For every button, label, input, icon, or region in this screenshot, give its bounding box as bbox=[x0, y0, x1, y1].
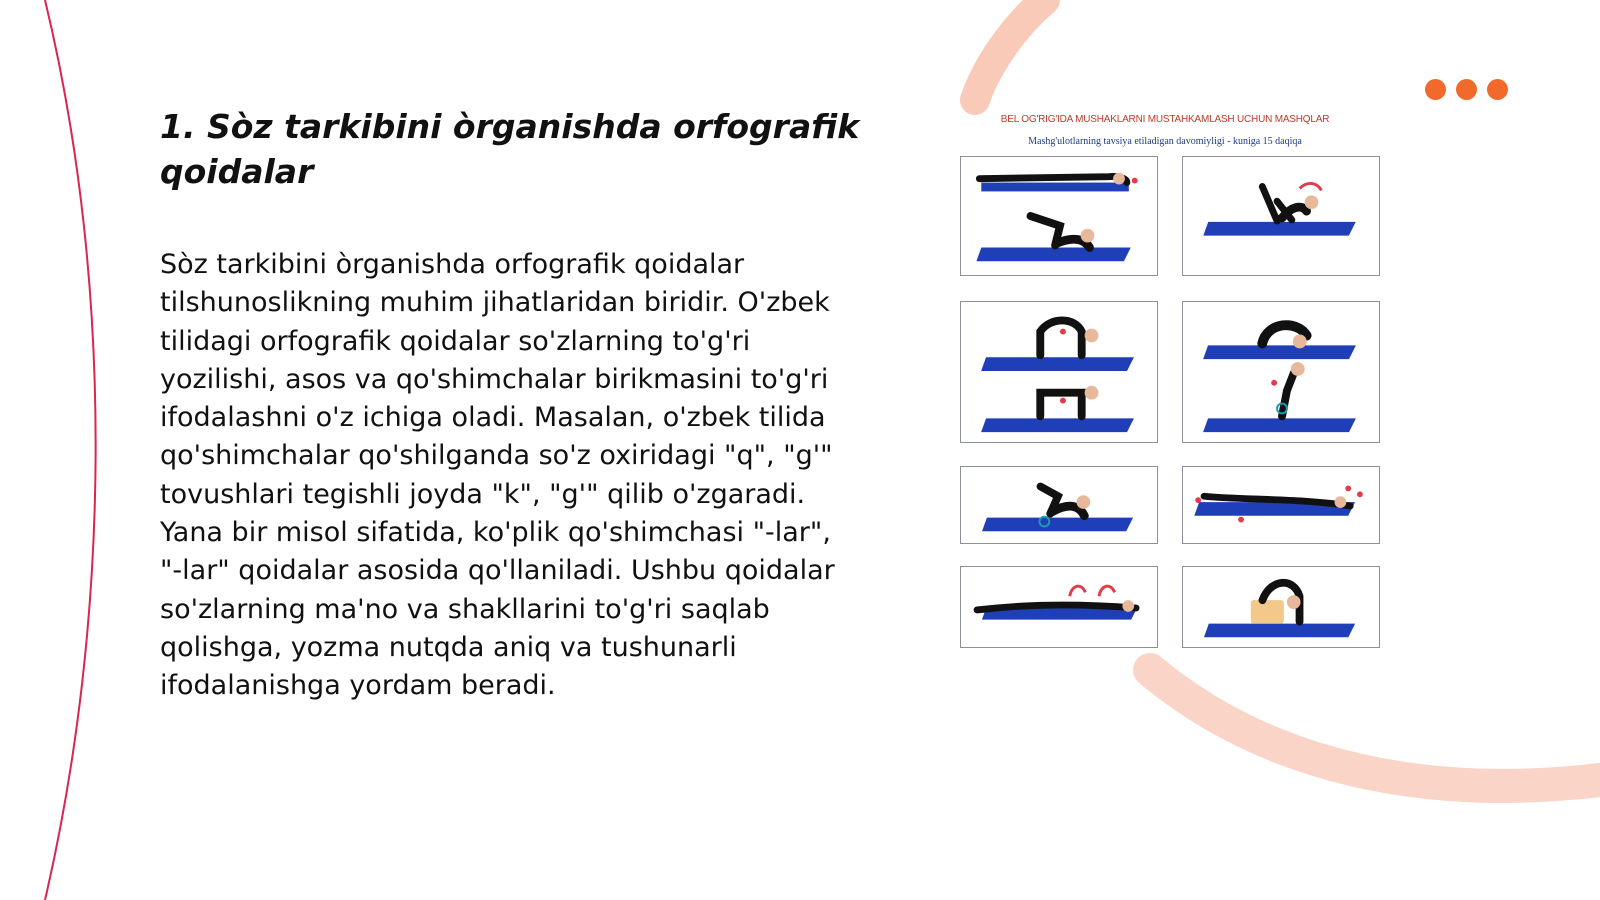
slide-body-text: Sòz tarkibini òrganishda orfografik qoidalar tilshunoslikning muhim jihatlaridan biridir. O'zbek tilidagi orfografik qoidalar so'zlarning to'g'ri yozilishi, asos va qo'shimchalar birikmasini to'g'ri ifodalashni o'z ichiga oladi. Masalan, o'zbek tilida qo'shimchalar qo'shilganda so'z oxiridagi "q", "g'" tovushlari tegishli joyda "k", "g'" qilib o'zgaradi. Yana bir misol sifatida, ko'plik qo'shimchasi "-lar", "-lar" qoidalar asosida qo'llaniladi. Ushbu qoidalar so'zlarning ma'no va shakllarini to'g'ri saqlab qolishga, yozma nutqda aniq va tushunarli ifodalanishga yordam beradi. bbox=[160, 249, 835, 702]
exercise-panel-6 bbox=[1182, 466, 1380, 544]
illustration-title: BEL OG'RIG'IDA MUSHAKLARNI MUSTAHKAMLASH UCHUN MASHQLAR bbox=[1000, 114, 1330, 125]
dot-icon bbox=[1487, 79, 1508, 100]
exercise-panel-1 bbox=[960, 156, 1158, 276]
exercise-panel-7 bbox=[960, 566, 1158, 648]
exercise-panel-2 bbox=[1182, 156, 1380, 276]
exercise-panel-4 bbox=[1182, 301, 1380, 443]
menu-dots-icon bbox=[1425, 79, 1508, 100]
exercise-panel-8 bbox=[1182, 566, 1380, 648]
exercise-panel-5 bbox=[960, 466, 1158, 544]
slide-title: 1. Sòz tarkibini òrganishda orfografik qoidalar bbox=[160, 107, 860, 191]
exercise-panel-3 bbox=[960, 301, 1158, 443]
exercise-illustration bbox=[955, 110, 1385, 658]
illustration-subtitle: Mashg'ulotlarning tavsiya etiladigan davomiyligi - kuniga 15 daqiqa bbox=[1028, 136, 1302, 147]
dot-icon bbox=[1456, 79, 1477, 100]
dot-icon bbox=[1425, 79, 1446, 100]
